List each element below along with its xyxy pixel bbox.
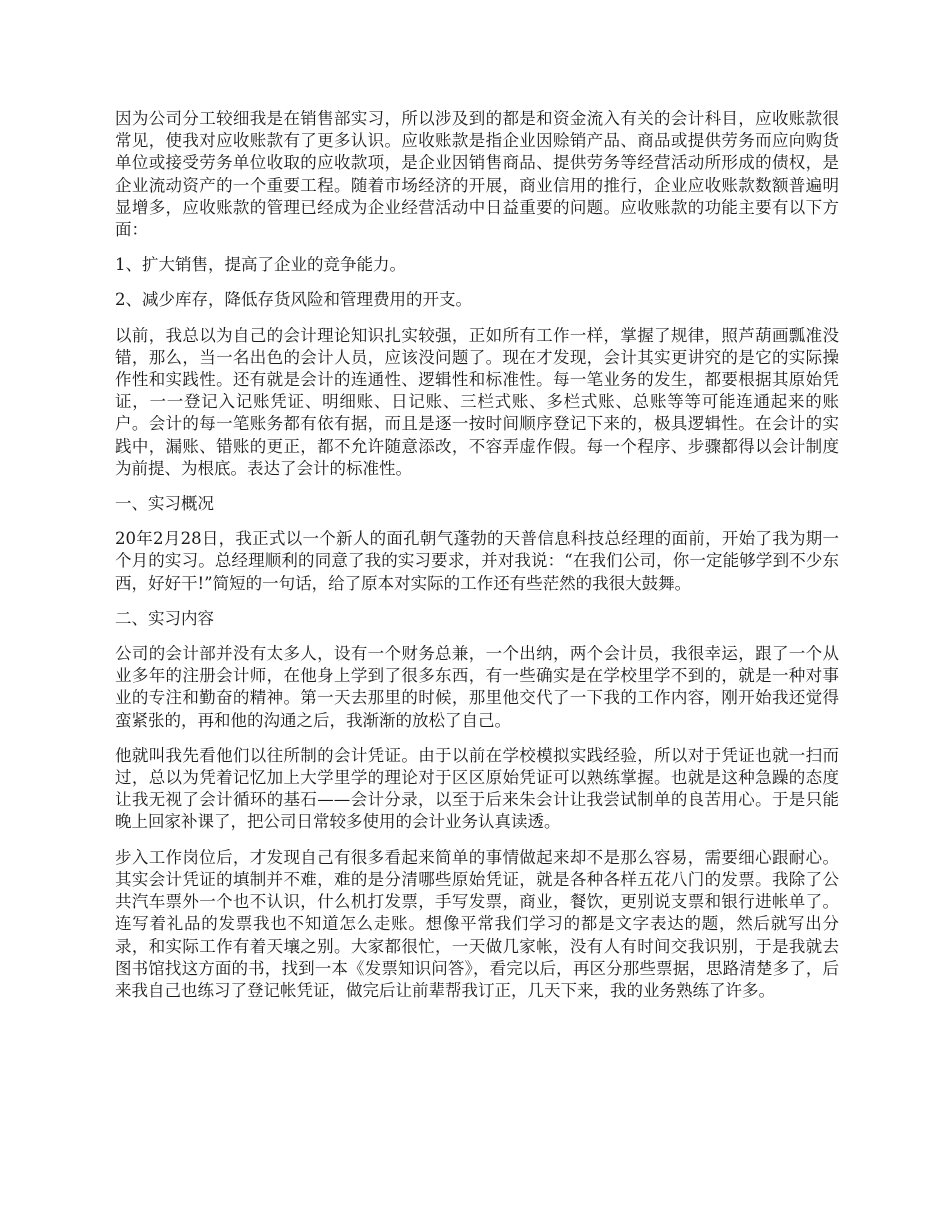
- paragraph-vouchers: 他就叫我先看他们以往所制的会计凭证。由于以前在学校模拟实践经验，所以对于凭证也就一扫而过，总以为凭着记忆加上大学里学的理论对于区区原始凭证可以熟练掌握。也就是这种急躁的态度让我无视了会计循环的基石——会计分录，以至于后来朱会计让我尝试制单的良苦用心。于是只能晚上回家补课了，把公司日常较多使用的会计业务认真读透。: [115, 745, 839, 832]
- document-body: [115, 108, 839, 1015]
- paragraph-overview: 20年2月28日，我正式以一个新人的面孔朝气蓬勃的天普信息科技总经理的面前，开始了我为期一个月的实习。总经理顺利的同意了我的实习要求，并对我说：“在我们公司，你一定能够学到不少东西，好好干!”简短的一句话，给了原本对实际的工作还有些茫然的我很大鼓舞。: [115, 529, 839, 593]
- list-item-expand-sales: 1、扩大销售，提高了企业的竞争能力。: [115, 255, 406, 275]
- paragraph-receivables-intro: 因为公司分工较细我是在销售部实习，所以涉及到的都是和资金流入有关的会计科目，应收账款很常见，使我对应收账款有了更多认识。应收账款是指企业因赊销产品、商品或提供劳务而应向购货单位或接受劳务单位收取的应收款项，是企业因销售商品、提供劳务等经营活动所形成的债权，是企业流动资产的一个重要工程。随着市场经济的开展，商业信用的推行，企业应收账款数额普遍明显增多，应收账款的管理已经成为企业经营活动中日益重要的问题。应收账款的功能主要有以下方面：: [115, 109, 839, 240]
- section-heading-overview: 一、实习概况: [115, 494, 214, 514]
- section-heading-content: 二、实习内容: [115, 608, 214, 628]
- paragraph-accounting-practice: 以前，我总以为自己的会计理论知识扎实较强，正如所有工作一样，掌握了规律，照芦葫画瓢准没错，那么，当一名出色的会计人员，应该没问题了。现在才发现，会计其实更讲究的是它的实际操作性和实践性。还有就是会计的连通性、逻辑性和标准性。每一笔业务的发生，都要根据其原始凭证，一一登记入记账凭证、明细账、日记账、三栏式账、多栏式账、总账等等可能连通起来的账户。会计的每一笔账务都有依有据，而且是逐一按时间顺序登记下来的，极具逻辑性。在会计的实践中，漏账、错账的更正，都不允许随意添改，不容弄虚作假。每一个程序、步骤都得以会计制度为前提、为根底。表达了会计的标准性。: [115, 325, 839, 478]
- paragraph-department: 公司的会计部并没有太多人，设有一个财务总兼，一个出纳，两个会计员，我很幸运，跟了一个从业多年的注册会计师，在他身上学到了很多东西，有一些确实是在学校里学不到的，就是一种对事业的专注和勤奋的精神。第一天去那里的时候，那里他交代了一下我的工作内容，刚开始我还觉得蛮紧张的，再和他的沟通之后，我渐渐的放松了自己。: [115, 644, 839, 730]
- paragraph-invoices: 步入工作岗位后，才发现自己有很多看起来简单的事情做起来却不是那么容易，需要细心跟耐心。其实会计凭证的填制并不难，难的是分清哪些原始凭证，就是各种各样五花八门的发票。我除了公共汽车票外一个也不认识，什么机打发票，手写发票，商业，餐饮，更别说支票和银行进帐单了。连写着礼品的发票我也不知道怎么走账。想像平常我们学习的都是文字表达的题，然后就写出分录，和实际工作有着天壤之别。大家都很忙，一天做几家帐，没有人有时间交我识别，于是我就去图书馆找这方面的书，找到一本《发票知识问答》，看完以后，再区分那些票据，思路清楚多了，后来我自己也练习了登记帐凭证，做完后让前辈帮我订正，几天下来，我的业务熟练了许多。: [115, 847, 839, 1000]
- list-item-reduce-inventory: 2、减少库存，降低存货风险和管理费用的开支。: [115, 290, 472, 310]
